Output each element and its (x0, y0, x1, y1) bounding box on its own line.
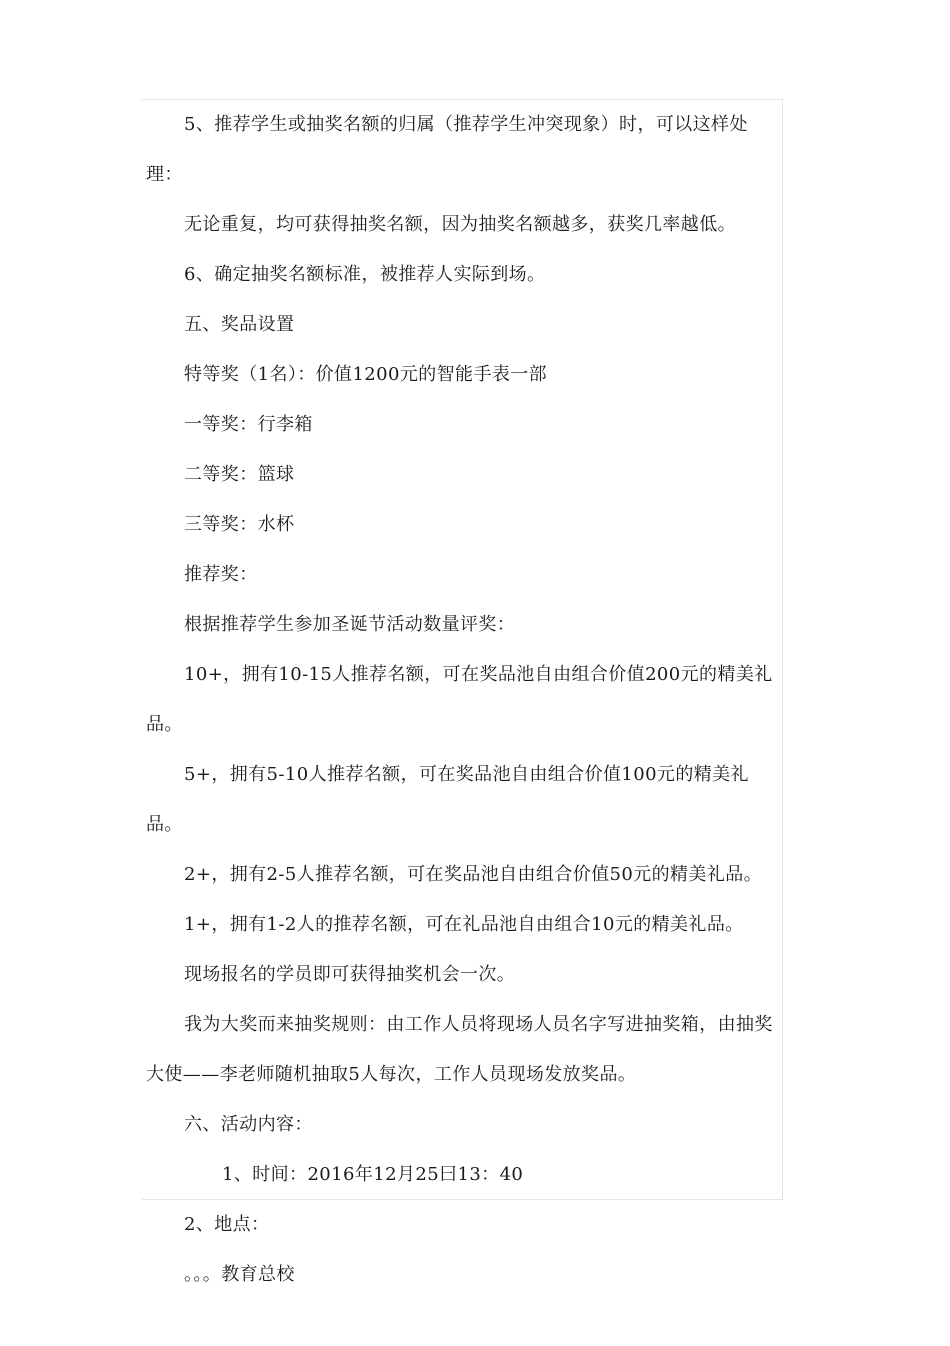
grand-prize-draw-rules: 我为大奖而来抽奖规则：由工作人员将现场人员名字写进抽奖箱，由抽奖大使——李老师随机抽取5人每次，工作人员现场发放奖品。 (146, 1014, 773, 1085)
prize-third: 三等奖：水杯 (184, 514, 295, 535)
section-heading-activity: 六、活动内容： (184, 1114, 313, 1135)
activity-time: 1、时间：2016年12月25曰13：40 (222, 1164, 524, 1185)
activity-location-value: 。。。教育总校 (184, 1264, 295, 1285)
activity-location-label: 2、地点： (184, 1214, 270, 1235)
referral-tier-5plus: 5+，拥有5-10人推荐名额，可在奖品池自由组合价值100元的精美礼品。 (146, 764, 749, 835)
section-heading-prizes: 五、奖品设置 (184, 314, 295, 335)
onsite-registration: 现场报名的学员即可获得抽奖机会一次。 (184, 964, 516, 985)
prize-grand: 特等奖（1名）：价值1200元的智能手表一部 (184, 364, 548, 385)
prize-second: 二等奖：篮球 (184, 464, 295, 485)
prize-first: 一等奖：行李箱 (184, 414, 313, 435)
referral-tier-2plus: 2+，拥有2-5人推荐名额，可在奖品池自由组合价值50元的精美礼品。 (184, 864, 763, 885)
referral-tier-1plus: 1+，拥有1-2人的推荐名额，可在礼品池自由组合10元的精美礼品。 (184, 914, 744, 935)
referral-tier-10plus: 10+，拥有10-15人推荐名额，可在奖品池自由组合价值200元的精美礼品。 (146, 664, 773, 735)
document-body (146, 100, 783, 1300)
referral-criteria: 根据推荐学生参加圣诞节活动数量评奖： (184, 614, 516, 635)
paragraph-quota-standard: 6、确定抽奖名额标准，被推荐人实际到场。 (184, 264, 546, 285)
paragraph-lottery-quota-conflict: 5、推荐学生或抽奖名额的归属（推荐学生冲突现象）时，可以这样处理： (146, 114, 748, 185)
paragraph-duplicate-rule: 无论重复，均可获得抽奖名额，因为抽奖名额越多，获奖几率越低。 (184, 214, 736, 235)
prize-referral-heading: 推荐奖： (184, 564, 258, 585)
